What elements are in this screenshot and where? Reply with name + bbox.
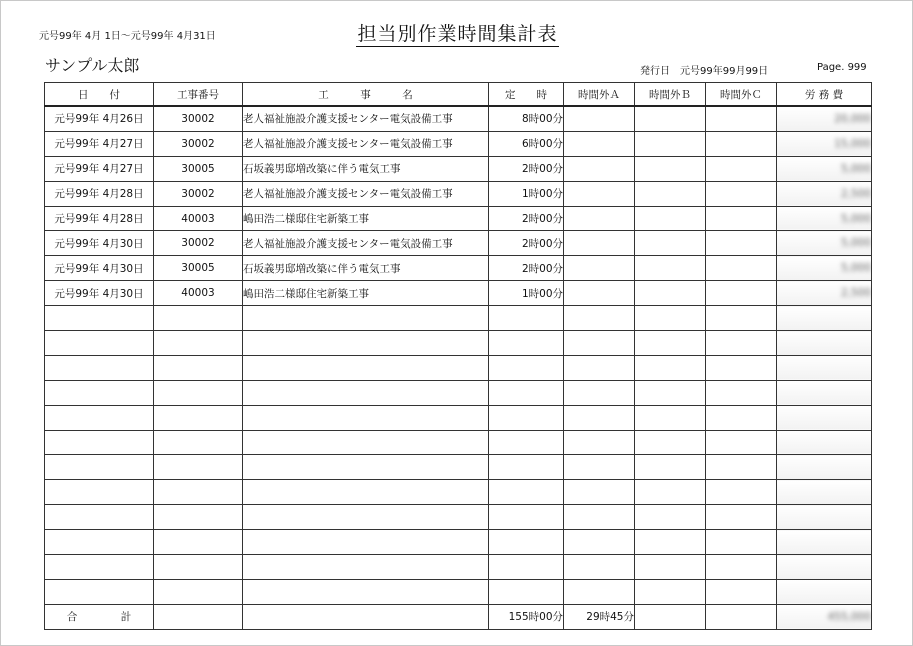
table-row xyxy=(45,181,872,206)
row-overtime-a xyxy=(564,530,635,555)
row-overtime-a xyxy=(564,505,635,530)
row-overtime-b xyxy=(635,555,706,580)
row-overtime-a xyxy=(564,256,635,281)
row-date xyxy=(45,380,154,405)
row-labor-cost xyxy=(777,131,872,156)
row-overtime-a xyxy=(564,380,635,405)
row-overtime-b xyxy=(635,131,706,156)
totals-cost xyxy=(777,604,872,629)
row-project-name: 老人福祉施設介護支援センター電気設備工事 xyxy=(243,181,489,206)
row-regular-hours: 8時00分 xyxy=(489,106,564,131)
row-project-number xyxy=(154,405,243,430)
row-labor-cost xyxy=(777,156,872,181)
table-row xyxy=(45,231,872,256)
col-ot-a-header: 時間外Ａ xyxy=(564,83,635,107)
issue-date-label: 発行日 xyxy=(640,66,670,77)
row-regular-hours xyxy=(489,405,564,430)
row-project-number xyxy=(154,579,243,604)
table-row xyxy=(45,256,872,281)
row-project-number xyxy=(154,455,243,480)
totals-number xyxy=(154,604,243,629)
row-project-name xyxy=(243,380,489,405)
row-overtime-a xyxy=(564,181,635,206)
row-date xyxy=(45,306,154,331)
col-cost-header: 労 務 費 xyxy=(777,83,872,107)
row-date xyxy=(45,355,154,380)
row-date xyxy=(45,530,154,555)
row-labor-cost-value: 5,000 xyxy=(840,162,871,175)
row-overtime-c xyxy=(706,555,777,580)
row-date xyxy=(45,331,154,356)
row-overtime-a xyxy=(564,455,635,480)
totals-name xyxy=(243,604,489,629)
row-overtime-b xyxy=(635,281,706,306)
row-date: 元号99年 4月27日 xyxy=(45,131,154,156)
row-labor-cost xyxy=(777,405,872,430)
row-regular-hours xyxy=(489,505,564,530)
row-project-number xyxy=(154,355,243,380)
report-title xyxy=(1,19,913,46)
totals-ot-a: 29時45分 xyxy=(564,604,635,629)
table-row xyxy=(45,206,872,231)
row-overtime-b xyxy=(635,380,706,405)
report-title-text: 担当別作業時間集計表 xyxy=(357,23,558,45)
table-row xyxy=(45,306,872,331)
table-row xyxy=(45,355,872,380)
table-row xyxy=(45,505,872,530)
row-regular-hours xyxy=(489,306,564,331)
row-project-number xyxy=(154,430,243,455)
row-regular-hours xyxy=(489,355,564,380)
row-date: 元号99年 4月28日 xyxy=(45,181,154,206)
table-row xyxy=(45,579,872,604)
row-date: 元号99年 4月28日 xyxy=(45,206,154,231)
row-overtime-a xyxy=(564,579,635,604)
row-labor-cost xyxy=(777,430,872,455)
table-row xyxy=(45,480,872,505)
row-project-number xyxy=(154,530,243,555)
work-hours-table xyxy=(44,82,872,630)
row-overtime-c xyxy=(706,206,777,231)
row-regular-hours: 2時00分 xyxy=(489,206,564,231)
row-labor-cost xyxy=(777,206,872,231)
table-row xyxy=(45,530,872,555)
row-overtime-c xyxy=(706,430,777,455)
row-overtime-c xyxy=(706,131,777,156)
col-ot-c-header: 時間外Ｃ xyxy=(706,83,777,107)
table-row xyxy=(45,131,872,156)
row-date xyxy=(45,579,154,604)
table-body xyxy=(45,106,872,604)
row-project-name: 老人福祉施設介護支援センター電気設備工事 xyxy=(243,231,489,256)
row-overtime-b xyxy=(635,430,706,455)
row-overtime-a xyxy=(564,231,635,256)
row-project-name xyxy=(243,530,489,555)
row-regular-hours: 6時00分 xyxy=(489,131,564,156)
row-project-name xyxy=(243,480,489,505)
row-overtime-c xyxy=(706,455,777,480)
row-overtime-b xyxy=(635,480,706,505)
row-overtime-c xyxy=(706,380,777,405)
row-date: 元号99年 4月26日 xyxy=(45,106,154,131)
row-overtime-a xyxy=(564,206,635,231)
row-labor-cost xyxy=(777,505,872,530)
row-overtime-c xyxy=(706,181,777,206)
row-overtime-a xyxy=(564,306,635,331)
table-row xyxy=(45,331,872,356)
row-overtime-b xyxy=(635,455,706,480)
row-regular-hours xyxy=(489,555,564,580)
row-overtime-b xyxy=(635,331,706,356)
row-regular-hours: 1時00分 xyxy=(489,181,564,206)
issue-date: 元号99年99月99日 xyxy=(680,66,769,77)
row-project-number: 30005 xyxy=(154,256,243,281)
row-regular-hours: 2時00分 xyxy=(489,231,564,256)
row-labor-cost-value: 2,500 xyxy=(840,187,871,200)
row-regular-hours: 1時00分 xyxy=(489,281,564,306)
table-row xyxy=(45,106,872,131)
row-labor-cost xyxy=(777,256,872,281)
row-overtime-b xyxy=(635,206,706,231)
row-labor-cost-value: 15,000 xyxy=(834,137,871,150)
row-overtime-c xyxy=(706,231,777,256)
row-overtime-c xyxy=(706,530,777,555)
totals-label-a: 合 xyxy=(66,611,78,624)
row-overtime-b xyxy=(635,256,706,281)
row-overtime-b xyxy=(635,231,706,256)
row-labor-cost xyxy=(777,231,872,256)
row-project-number: 30002 xyxy=(154,131,243,156)
row-overtime-c xyxy=(706,281,777,306)
totals-hours: 155時00分 xyxy=(489,604,564,629)
row-regular-hours xyxy=(489,331,564,356)
table-header-row xyxy=(45,83,872,107)
row-overtime-c xyxy=(706,480,777,505)
row-project-number xyxy=(154,505,243,530)
row-labor-cost xyxy=(777,480,872,505)
row-date xyxy=(45,505,154,530)
row-labor-cost xyxy=(777,106,872,131)
row-project-number: 30002 xyxy=(154,181,243,206)
row-labor-cost xyxy=(777,555,872,580)
row-overtime-c xyxy=(706,579,777,604)
row-labor-cost xyxy=(777,455,872,480)
row-project-number xyxy=(154,306,243,331)
row-project-name: 嶋田浩二様邸住宅新築工事 xyxy=(243,281,489,306)
col-number-header: 工事番号 xyxy=(154,83,243,107)
totals-cost-value: 455,000 xyxy=(827,610,871,623)
row-date xyxy=(45,480,154,505)
row-labor-cost xyxy=(777,331,872,356)
row-overtime-b xyxy=(635,156,706,181)
row-date: 元号99年 4月30日 xyxy=(45,256,154,281)
row-date xyxy=(45,455,154,480)
row-labor-cost-value: 20,000 xyxy=(834,112,871,125)
row-overtime-a xyxy=(564,405,635,430)
row-project-number: 30005 xyxy=(154,156,243,181)
row-overtime-c xyxy=(706,355,777,380)
row-project-name: 老人福祉施設介護支援センター電気設備工事 xyxy=(243,106,489,131)
row-regular-hours xyxy=(489,579,564,604)
row-overtime-a xyxy=(564,331,635,356)
row-regular-hours xyxy=(489,380,564,405)
row-project-name xyxy=(243,555,489,580)
table-row xyxy=(45,430,872,455)
row-project-name: 嶋田浩二様邸住宅新築工事 xyxy=(243,206,489,231)
row-regular-hours xyxy=(489,430,564,455)
row-project-name xyxy=(243,331,489,356)
totals-label-b: 計 xyxy=(120,611,132,624)
table-row xyxy=(45,380,872,405)
row-overtime-c xyxy=(706,505,777,530)
report-period: 元号99年 4月 1日～元号99年 4月31日 xyxy=(39,31,216,42)
row-overtime-b xyxy=(635,106,706,131)
row-overtime-c xyxy=(706,306,777,331)
row-overtime-b xyxy=(635,355,706,380)
row-project-name xyxy=(243,355,489,380)
row-overtime-a xyxy=(564,106,635,131)
row-project-name xyxy=(243,430,489,455)
row-overtime-b xyxy=(635,405,706,430)
row-project-name xyxy=(243,405,489,430)
row-project-name: 老人福祉施設介護支援センター電気設備工事 xyxy=(243,131,489,156)
row-project-number: 30002 xyxy=(154,106,243,131)
row-labor-cost-value: 2,500 xyxy=(840,287,871,300)
row-regular-hours xyxy=(489,480,564,505)
row-labor-cost xyxy=(777,530,872,555)
row-project-number xyxy=(154,555,243,580)
row-labor-cost xyxy=(777,181,872,206)
row-project-name xyxy=(243,455,489,480)
row-overtime-c xyxy=(706,331,777,356)
row-project-name: 石坂義男邸増改築に伴う電気工事 xyxy=(243,256,489,281)
row-labor-cost-value: 5,000 xyxy=(840,212,871,225)
table-row xyxy=(45,405,872,430)
row-date xyxy=(45,555,154,580)
col-ot-b-header: 時間外Ｂ xyxy=(635,83,706,107)
row-overtime-c xyxy=(706,156,777,181)
table-row xyxy=(45,555,872,580)
table-row xyxy=(45,281,872,306)
row-overtime-a xyxy=(564,480,635,505)
row-labor-cost xyxy=(777,380,872,405)
row-labor-cost xyxy=(777,281,872,306)
row-date xyxy=(45,430,154,455)
table-row xyxy=(45,156,872,181)
totals-label xyxy=(45,604,154,629)
row-project-name xyxy=(243,505,489,530)
col-hours-header: 定 時 xyxy=(489,83,564,107)
row-project-number xyxy=(154,480,243,505)
row-overtime-b xyxy=(635,505,706,530)
row-project-name xyxy=(243,306,489,331)
table-row xyxy=(45,455,872,480)
row-labor-cost xyxy=(777,355,872,380)
row-regular-hours xyxy=(489,455,564,480)
row-labor-cost-value: 5,000 xyxy=(840,237,871,250)
row-overtime-a xyxy=(564,430,635,455)
row-project-name: 石坂義男邸増改築に伴う電気工事 xyxy=(243,156,489,181)
row-date: 元号99年 4月30日 xyxy=(45,281,154,306)
row-overtime-c xyxy=(706,106,777,131)
row-date: 元号99年 4月27日 xyxy=(45,156,154,181)
row-overtime-c xyxy=(706,405,777,430)
row-labor-cost-value: 5,000 xyxy=(840,262,871,275)
row-overtime-b xyxy=(635,306,706,331)
page-number: Page. 999 xyxy=(817,62,867,73)
row-overtime-a xyxy=(564,281,635,306)
totals-ot-c xyxy=(706,604,777,629)
row-overtime-b xyxy=(635,530,706,555)
row-project-number: 30002 xyxy=(154,231,243,256)
staff-name: サンプル太郎 xyxy=(45,56,140,75)
col-name-header: 工 事 名 xyxy=(243,83,489,107)
row-overtime-b xyxy=(635,181,706,206)
totals-row xyxy=(45,604,872,629)
row-project-number: 40003 xyxy=(154,206,243,231)
row-labor-cost xyxy=(777,579,872,604)
row-date: 元号99年 4月30日 xyxy=(45,231,154,256)
row-project-number: 40003 xyxy=(154,281,243,306)
row-project-number xyxy=(154,331,243,356)
col-date-header: 日 付 xyxy=(45,83,154,107)
row-overtime-a xyxy=(564,131,635,156)
row-overtime-a xyxy=(564,156,635,181)
row-date xyxy=(45,405,154,430)
row-overtime-a xyxy=(564,355,635,380)
row-labor-cost xyxy=(777,306,872,331)
row-project-number xyxy=(154,380,243,405)
row-overtime-b xyxy=(635,579,706,604)
row-overtime-a xyxy=(564,555,635,580)
row-regular-hours: 2時00分 xyxy=(489,256,564,281)
row-project-name xyxy=(243,579,489,604)
row-overtime-c xyxy=(706,256,777,281)
totals-ot-b xyxy=(635,604,706,629)
row-regular-hours: 2時00分 xyxy=(489,156,564,181)
row-regular-hours xyxy=(489,530,564,555)
